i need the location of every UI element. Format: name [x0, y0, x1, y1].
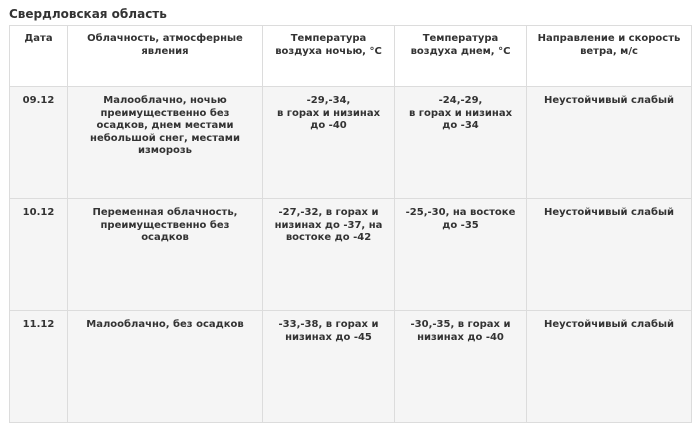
cell-night-temp: -33,-38, в горах и низинах до -45 [263, 311, 395, 423]
cell-wind: Неустойчивый слабый [527, 87, 692, 199]
cell-day-temp: -25,-30, на востоке до -35 [395, 199, 527, 311]
cell-wind: Неустойчивый слабый [527, 199, 692, 311]
cell-cloud: Малооблачно, без осадков [68, 311, 263, 423]
cell-night-temp: -29,-34, в горах и низинах до -40 [263, 87, 395, 199]
header-date: Дата [10, 26, 68, 87]
header-row [10, 26, 692, 87]
cell-wind: Неустойчивый слабый [527, 311, 692, 423]
cell-day-temp: -24,-29, в горах и низинах до -34 [395, 87, 527, 199]
table-row [10, 87, 692, 199]
header-night-temp: Температура воздуха ночью, °С [263, 26, 395, 87]
forecast-table [9, 25, 692, 423]
header-wind: Направление и скорость ветра, м/с [527, 26, 692, 87]
cell-day-temp: -30,-35, в горах и низинах до -40 [395, 311, 527, 423]
table-row [10, 199, 692, 311]
header-cloud: Облачность, атмосферные явления [68, 26, 263, 87]
cell-date: 10.12 [10, 199, 68, 311]
region-title: Свердловская область [9, 7, 167, 21]
table-row [10, 311, 692, 423]
header-day-temp: Температура воздуха днем, °С [395, 26, 527, 87]
cell-date: 11.12 [10, 311, 68, 423]
cell-cloud: Переменная облачность, преимущественно без осадков [68, 199, 263, 311]
cell-night-temp: -27,-32, в горах и низинах до -37, на востоке до -42 [263, 199, 395, 311]
cell-date: 09.12 [10, 87, 68, 199]
cell-cloud: Малооблачно, ночью преимущественно без осадков, днем местами небольшой снег, местами изморозь [68, 87, 263, 199]
